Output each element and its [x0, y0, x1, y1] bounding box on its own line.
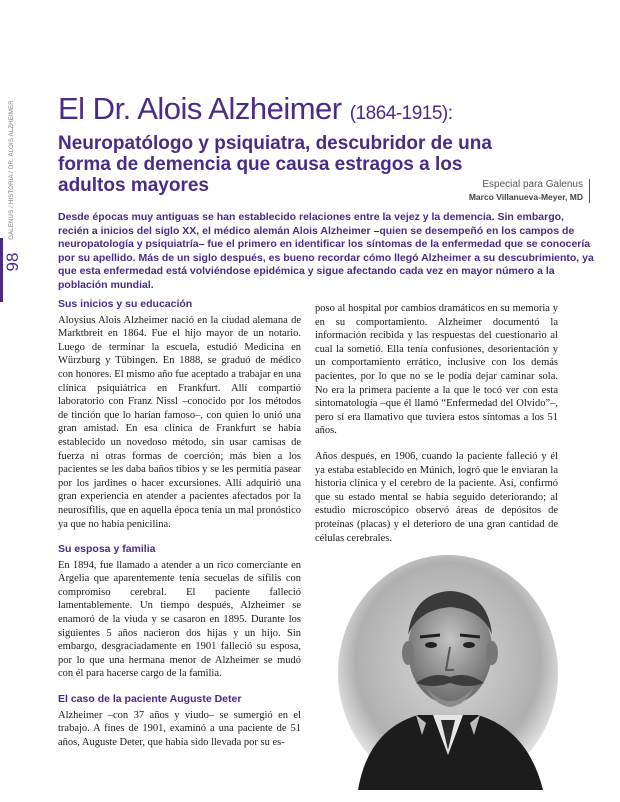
section-paragraph-inicios: Aloysius Alois Alzheimer nació en la ciudad alemana de Marktbreit en 1864. Fue el hijo mayor de un notario. Luego de terminar la escuela, estudió Medicina en Würzburg y Tübingen. En 1888, se graduó de médico con honores. El mismo año fue aceptado a trabajar en una clínica psiquiátrica en Frankfurt. Allí compartió laboratorio con Franz Nissl –conocido por los métodos de tinción que lo harían famoso–, con quien lo unió una gran amistad. En esa clínica de Frankfurt se había establecido un novedoso método, sin usar camisas de fuerza ni otras formas de coerción; más bien a los pacientes se les daba baños tibios y se les permitía pasear por los jardines o hacer excursiones. Allí adquirió una gran experiencia en atender a pacientes afectados por la neurosífilis, que en aquella época tenía un mal pronóstico ya que no había penicilina.	[58, 314, 301, 530]
section-heading-caso: El caso de la paciente Auguste Deter	[58, 693, 242, 706]
right-paragraph-2: Años después, en 1906, cuando la paciente falleció y él ya estaba establecido en Múnich, logró que le enviaran la historia clínica y el cerebro de la paciente. Así, confirmó que su estado mental se había seguido deteriorando; al estudio microscópico observó áreas de depósitos de proteínas (placas) y el deterioro de una gran cantidad de células cerebrales.	[315, 450, 558, 544]
section-heading-inicios: Sus inicios y su educación	[58, 298, 193, 310]
article-title	[58, 92, 598, 131]
page-number-text: 98	[3, 252, 22, 272]
sidebar	[0, 0, 25, 302]
left-column	[58, 298, 301, 761]
section-label	[5, 95, 19, 245]
byline	[469, 179, 590, 203]
right-paragraph-1: poso al hospital por cambios dramáticos en su memoria y en su comportamiento. Alzheimer documentó la información recibida y las respuestas del cuestionario al cual la sometió. Ella tenía confusiones, desorientación y un comportamiento errático, inclusive con los demás pacientes, por lo que no se le podía dejar caminar sola. No era la primera paciente a la que le tocó ver con esta sintomatología –que él llamó “Enfermedad del Olvido”–, pero sí era llamativo que tuviera estos síntomas a los 51 años.	[315, 303, 558, 437]
portrait-photo	[338, 555, 558, 790]
section-label-text: GALENUS / HISTORIA / DR. ALOIS ALZHEIMER	[9, 100, 15, 240]
byline-author: Marco Villanueva-Meyer, MD	[468, 192, 583, 202]
section-heading-esposa: Su esposa y familia	[58, 543, 156, 556]
section-paragraph-caso: Alzheimer –con 37 años y viudo– se sumergió en el trabajo. A fines de 1901, examinó a una paciente de 51 años, Auguste Deter, que había sido llevada por su es-	[58, 709, 301, 748]
lead-paragraph: Desde épocas muy antiguas se han establecido relaciones entre la vejez y la demencia. Sin embargo, recién a inicios del siglo XX, el médico alemán Alois Alzheimer –quien se desempeñó en los campos de neuropatología y psiquiatría– fue el primero en identificar los síntomas de la enfermedad que se conocería por su apellido. Más de un siglo después, es bueno recordar cómo llegó Alzheimer a su descubrimiento, ya que esta enfermedad está volviéndose epidémica y sigue afectando cada vez en mayor número a la población mundial.	[58, 211, 594, 291]
portrait-illustration	[338, 555, 558, 790]
title-text: El Dr. Alois Alzheimer	[58, 91, 342, 126]
byline-source: Especial para Galenus	[482, 179, 583, 190]
article-subtitle: Neuropatólogo y psiquiatra, descubridor de una forma de demencia que causa estragos a los adultos mayores	[58, 133, 492, 196]
title-years: (1864-1915):	[349, 103, 453, 124]
right-column	[315, 302, 558, 557]
section-paragraph-esposa: En 1894, fue llamado a atender a un rico comerciante en Argelia que aparentemente tenía secuelas de sífilis con compromiso cerebral. El paciente falleció lamentablemente. Un tiempo después, Alzheimer se enamoró de la viuda y se casaron en 1895. Durante los siguientes 5 años nacieron dos hijas y un hijo. Sin embargo, desgraciadamente en 1901 falleció su esposa, por lo que una hermana menor de Alzheimer se mudó con él para hacerse cargo de la familia.	[58, 559, 301, 680]
page-number	[4, 245, 22, 279]
